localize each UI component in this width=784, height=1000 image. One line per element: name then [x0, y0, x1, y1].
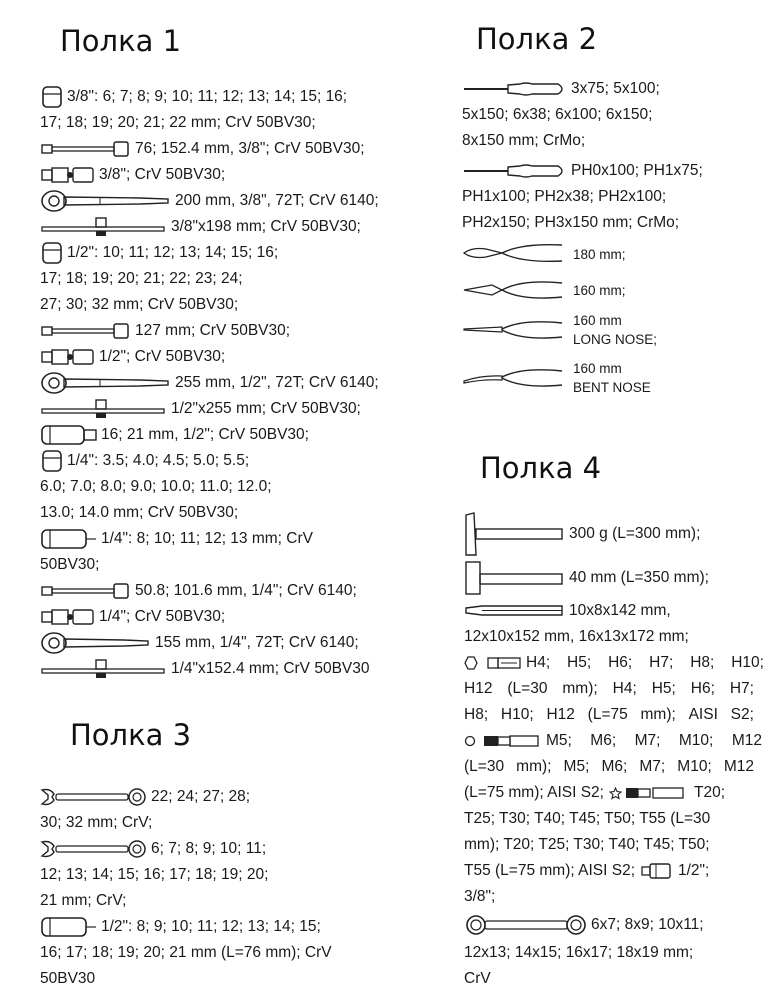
list-item: 1/2"; CrV 50BV30; [40, 344, 420, 370]
chisel-icon [464, 603, 566, 619]
socket-icon [40, 449, 64, 473]
hex-line-3: H8; H10; H12 (L=75 mm); AISI S2; [464, 706, 754, 723]
list-item: 1/2": 10; 11; 12; 13; 14; 15; 16; [40, 240, 420, 266]
spark-plug-socket-icon [40, 424, 98, 446]
list-item: PH0x100; PH1x75; [462, 158, 772, 184]
t-bar-icon [40, 398, 168, 420]
list-item: 127 mm; CrV 50BV30; [40, 318, 420, 344]
shelf-2-list: 3x75; 5x100; 5x150; 6x38; 6x100; 6x150; 8x150 mm; CrMo; PH0x100; PH1x75; PH1x100; PH2x38; PH2x100; PH2x150; PH3x150 mm; CrMo; 180 mm; 160 mm; 160 mm LONG NOSE; 160 mm BENT NOSE [462, 76, 772, 404]
list-item: 10x8x142 mm, [464, 598, 774, 624]
hex-line-1: H4; H5; H6; H7; H8; H10; [526, 654, 764, 671]
list-item: 1/4": 3.5; 4.0; 4.5; 5.0; 5.5; [40, 448, 420, 474]
combination-wrench-icon [40, 838, 148, 860]
heading-shelf-2: Полка 2 [476, 22, 598, 56]
extension-bar-icon [40, 582, 132, 600]
circle-icon [464, 735, 476, 747]
list-item: 1/4"x152.4 mm; CrV 50BV30 [40, 656, 420, 682]
list-item: 1/4"; CrV 50BV30; [40, 604, 420, 630]
hex-line-2: H12 (L=30 mm); H4; H5; H6; H7; [464, 680, 754, 697]
list-item: 3x75; 5x100; [462, 76, 772, 102]
spline-bit-icon [483, 734, 543, 748]
universal-joint-icon [40, 347, 96, 367]
heading-shelf-3: Полка 3 [70, 718, 192, 752]
list-item: 255 mm, 1/2", 72T; CrV 6140; [40, 370, 420, 396]
list-item: 155 mm, 1/4", 72T; CrV 6140; [40, 630, 420, 656]
torx-bit-icon [625, 786, 687, 800]
universal-joint-icon [40, 165, 96, 185]
list-item: 160 mm BENT NOSE [462, 352, 772, 404]
ratchet-icon [40, 371, 172, 395]
list-item: 40 mm (L=350 mm); [464, 558, 774, 598]
t-bar-icon [40, 216, 168, 238]
list-item: 160 mm; [462, 272, 772, 308]
list-item: (L=75 mm); AISI S2; T20; [464, 784, 725, 801]
star-icon [609, 787, 622, 800]
side-cutters-icon [462, 275, 570, 305]
list-item: T55 (L=75 mm); AISI S2; 1/2"; [464, 862, 710, 879]
list-item: 3/8"; CrV 50BV30; [40, 162, 420, 188]
extension-bar-icon [40, 322, 132, 340]
list-item: 16; 21 mm, 1/2"; CrV 50BV30; [40, 422, 420, 448]
extension-bar-icon [40, 140, 132, 158]
shelf-4-list: 300 g (L=300 mm); 40 mm (L=350 mm); 10x8x142 mm, 12x10x152 mm, 16x13x172 mm; H4; H5; H6; H7; H8; H10; H12 (L=30 mm); H4; H5; H6; H7; H8; H10; H12 (L=75 mm); AISI S2; M5; M6; M7; M10; M12 (L=30 mm); M5; M6; M7; M10; M12 (L=75 mm); AISI S2; T20; T25; T30; T40; T45; T50; T55 (L=30 mm); T20; T25; T30; T40; T45; T50; T55 (L=75 mm); AISI S2; 1/2"; 3/8"; 6x7; 8x9; 10x11; 12x13; 14x15; 16x17; 18x19 mm; CrV [464, 510, 774, 992]
heading-shelf-1: Полка 1 [60, 24, 182, 58]
deep-socket-icon [40, 916, 98, 938]
list-item: 22; 24; 27; 28; [40, 784, 440, 810]
ratchet-icon [40, 189, 172, 213]
list-item: 180 mm; [462, 236, 772, 272]
bit-adapter-icon [641, 862, 673, 880]
list-item [464, 728, 774, 754]
deep-socket-icon [40, 528, 98, 550]
combination-wrench-icon [40, 786, 148, 808]
list-item: 50.8; 101.6 mm, 1/4"; CrV 6140; [40, 578, 420, 604]
phillips-screwdriver-icon [462, 161, 568, 181]
spline-line-1: M5; M6; M7; M10; M12 [546, 732, 762, 749]
t-bar-icon [40, 658, 168, 680]
mallet-icon [464, 560, 566, 596]
hexagon-icon [464, 656, 478, 670]
list-item: 3/8": 6; 7; 8; 9; 10; 11; 12; 13; 14; 15; 16; [40, 84, 420, 110]
spline-line-2: (L=30 mm); M5; M6; M7; M10; M12 [464, 758, 754, 775]
socket-icon [40, 85, 64, 109]
long-nose-pliers-icon [462, 315, 570, 345]
shelf-3-list: 22; 24; 27; 28; 30; 32 mm; CrV; 6; 7; 8; 9; 10; 11; 12; 13; 14; 15; 16; 17; 18; 19; 20; 21 mm; CrV; 1/2": 8; 9; 10; 11; 12; 13; 14; 15; 16; 17; 18; 19; 20; 21 mm (L=76 mm); CrV 50BV30 [40, 784, 440, 992]
list-item: 6x7; 8x9; 10x11; [464, 910, 774, 940]
list-item: 3/8"x198 mm; CrV 50BV30; [40, 214, 420, 240]
heading-shelf-4: Полка 4 [480, 451, 602, 485]
list-item [464, 650, 774, 676]
list-item: 300 g (L=300 mm); [464, 510, 774, 558]
list-item: 1/4": 8; 10; 11; 12; 13 mm; CrV [40, 526, 420, 552]
universal-joint-icon [40, 607, 96, 627]
double-ring-wrench-icon [464, 913, 588, 937]
list-item: 160 mm LONG NOSE; [462, 308, 772, 352]
bent-nose-pliers-icon [462, 363, 570, 393]
list-item: 76; 152.4 mm, 3/8"; CrV 50BV30; [40, 136, 420, 162]
list-item: 6; 7; 8; 9; 10; 11; [40, 836, 440, 862]
hammer-icon [464, 511, 566, 557]
pliers-icon [462, 239, 570, 269]
shelf-1-list: 3/8": 6; 7; 8; 9; 10; 11; 12; 13; 14; 15; 16; 17; 18; 19; 20; 21; 22 mm; CrV 50BV30; 76; 152.4 mm, 3/8"; CrV 50BV30; 3/8"; CrV 50BV30; 200 mm, 3/8", 72T; CrV 6140; 3/8"x198 mm; CrV 50BV30; 1/2": 10; 11; 12; 13; 14; 15; 16; 17; 18; 19; 20; 21; 22; 23; 24; 27; 30; 32 mm; CrV 50BV30; 127 mm; CrV 50BV30; 1/2"; CrV 50BV30; 255 mm, 1/2", 72T; CrV 6140; 1/2"x255 mm; CrV 50BV30; 16; 21 mm, 1/2"; CrV 50BV30; 1/4": 3.5; 4.0; 4.5; 5.0; 5.5; 6.0; 7.0; 8.0; 9.0; 10.0; 11.0; 12.0; 13.0; 14.0 mm; CrV 50BV30; 1/4": 8; 10; 11; 12; 13 mm; CrV 50BV30; 50.8; 101.6 mm, 1/4"; CrV 6140; 1/4"; CrV 50BV30; 155 mm, 1/4", 72T; CrV 6140; 1/4"x152.4 mm; CrV 50BV30 [40, 84, 420, 682]
ratchet-icon [40, 631, 152, 655]
list-item: 200 mm, 3/8", 72T; CrV 6140; [40, 188, 420, 214]
list-item: 1/2": 8; 9; 10; 11; 12; 13; 14; 15; [40, 914, 440, 940]
socket-icon [40, 241, 64, 265]
flat-screwdriver-icon [462, 79, 568, 99]
hex-bit-icon [487, 656, 523, 670]
list-item: 1/2"x255 mm; CrV 50BV30; [40, 396, 420, 422]
